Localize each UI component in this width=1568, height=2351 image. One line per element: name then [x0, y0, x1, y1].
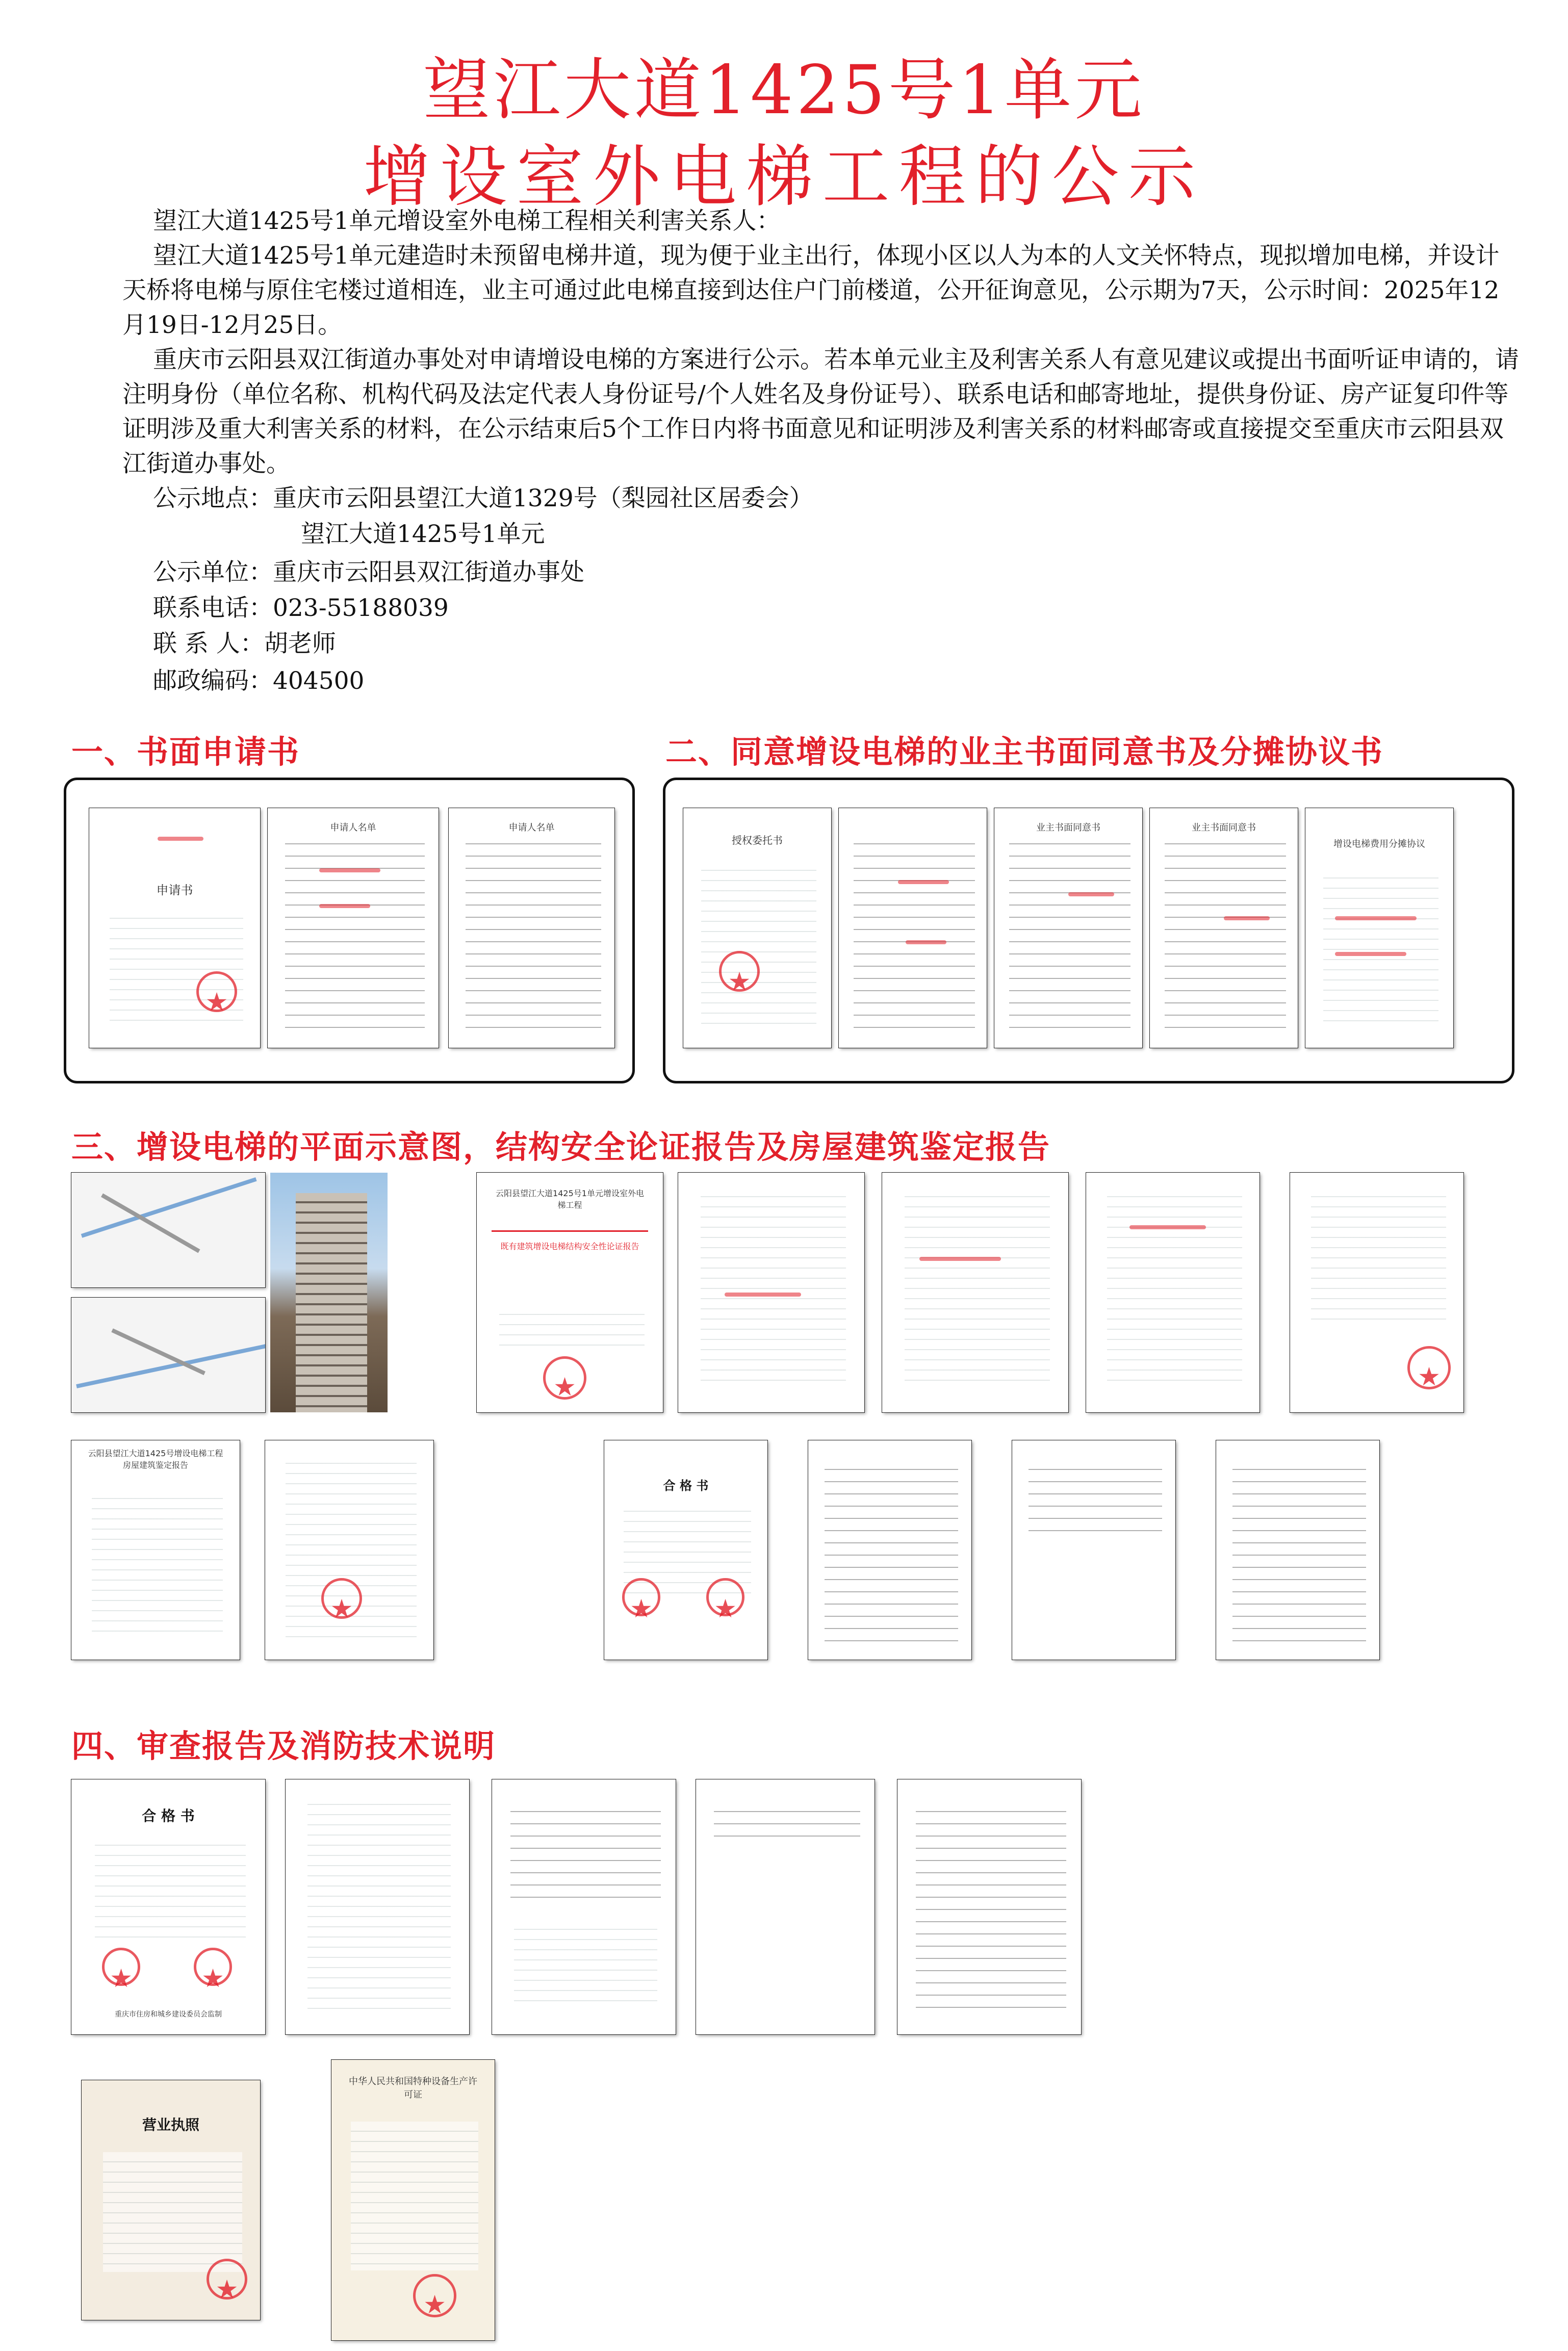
permit-title: 中华人民共和国特种设备生产许可证	[349, 2076, 477, 2100]
unit-label: 公示单位：	[153, 558, 273, 586]
postcode-label: 邮政编码：	[153, 667, 273, 695]
applicant-list-thumb	[268, 808, 439, 1048]
qualification-cert-thumb	[604, 1440, 767, 1660]
report-page-thumb	[678, 1173, 864, 1412]
cert-issuer: 重庆市住房和城乡建设委员会监制	[115, 2010, 222, 2019]
page-title-line2: 增设室外电梯工程的公示	[363, 138, 1205, 216]
license-title: 营业执照	[142, 2116, 199, 2133]
phone-value: 023-55188039	[273, 594, 449, 622]
section-3-title: 三、增设电梯的平面示意图，结构安全论证报告及房屋建筑鉴定报告	[71, 1128, 1051, 1166]
unit-value: 重庆市云阳县双江街道办事处	[273, 558, 584, 586]
review-blank-thumb	[696, 1779, 875, 2034]
production-permit-thumb	[331, 2060, 495, 2340]
location-value-2: 望江大道1425号1单元	[301, 520, 545, 548]
red-seal-icon	[622, 1578, 660, 1616]
cert-title: 合 格 书	[663, 1478, 709, 1493]
report-subtitle: 既有建筑增设电梯结构安全性论证报告	[500, 1241, 639, 1251]
section-4-title: 四、审查报告及消防技术说明	[71, 1727, 496, 1765]
section-1-title: 一、书面申请书	[71, 733, 300, 770]
review-table-thumb-2	[1012, 1440, 1175, 1660]
cost-agreement-title: 增设电梯费用分摊协议	[1333, 839, 1425, 850]
authorization-doc-thumb	[683, 808, 831, 1048]
red-seal-icon	[719, 951, 760, 992]
location-label: 公示地点：	[153, 484, 273, 512]
appraisal-report-title: 云阳县望江大道1425号增设电梯工程房屋建筑鉴定报告	[88, 1448, 223, 1470]
owner-consent-title-2: 业主书面同意书	[1192, 822, 1256, 833]
owner-consent-thumb	[994, 808, 1142, 1048]
consent-list-thumb	[839, 808, 987, 1048]
review-table-thumb-3	[1216, 1440, 1379, 1660]
phone-label: 联系电话：	[153, 594, 273, 622]
section-2-title: 二、同意增设电梯的业主书面同意书及分摊协议书	[665, 733, 1384, 770]
location-value-1: 重庆市云阳县望江大道1329号（梨园社区居委会）	[273, 484, 813, 512]
building-photo	[270, 1173, 388, 1412]
review-table-thumb-4	[897, 1779, 1081, 2034]
cost-agreement-thumb	[1305, 808, 1453, 1048]
section-2-frame	[663, 778, 1514, 1083]
red-seal-icon	[207, 2259, 247, 2300]
review-cert-title: 合 格 书	[142, 1807, 195, 1824]
page-title-line1: 望江大道1425号1单元	[423, 51, 1145, 130]
report-page-thumb-2	[882, 1173, 1068, 1412]
red-seal-icon	[102, 1948, 140, 1986]
appraisal-report-thumb	[71, 1440, 240, 1660]
application-doc-thumb	[89, 808, 260, 1048]
info-postcode	[153, 662, 364, 696]
business-license-thumb	[82, 2080, 260, 2320]
appraisal-page-thumb	[265, 1440, 433, 1660]
notice-salutation: 望江大道1425号1单元增设室外电梯工程相关利害关系人：	[153, 207, 781, 235]
red-seal-icon	[194, 1948, 232, 1986]
contact-value: 胡老师	[264, 630, 336, 658]
report-page-thumb-3	[1086, 1173, 1259, 1412]
red-seal-icon	[321, 1578, 362, 1619]
notice-paragraph-2: 重庆市云阳县双江街道办事处对申请增设电梯的方案进行公示。若本单元业主及利害关系人有意见建议或提出书面听证申请的，请注明身份（单位名称、机构代码及法定代表人身份证号/个人姓名及身份证号）、联系电话和邮寄地址，提供身份证、房产证复印件等证明涉及重大利害关系的材料，在公示结束后5个工作日内将书面意见和证明涉及利害关系的材料邮寄或直接提交至重庆市云阳县双江街道办事处。	[122, 346, 1519, 478]
review-cert-thumb	[71, 1779, 265, 2034]
info-unit	[153, 553, 584, 587]
report-page-thumb-4	[1290, 1173, 1463, 1412]
site-plan-thumb	[71, 1173, 265, 1287]
report-title: 云阳县望江大道1425号1单元增设室外电梯工程	[496, 1189, 644, 1210]
owner-consent-title: 业主书面同意书	[1036, 822, 1100, 833]
red-seal-icon	[1407, 1346, 1451, 1389]
red-seal-icon	[196, 971, 237, 1012]
site-plan-thumb-2	[71, 1298, 265, 1412]
applicant-list-title: 申请人名单	[330, 822, 376, 833]
notice-body	[122, 204, 1520, 481]
review-text-thumb	[286, 1779, 469, 2034]
info-phone	[153, 589, 449, 623]
review-table-thumb	[808, 1440, 971, 1660]
applicant-list-title-2: 申请人名单	[508, 822, 555, 833]
review-form-thumb	[492, 1779, 676, 2034]
red-seal-icon	[413, 2274, 456, 2317]
authorization-doc-title: 授权委托书	[732, 834, 783, 846]
info-location	[153, 479, 813, 513]
structural-report-cover-thumb	[477, 1173, 663, 1412]
application-doc-title: 申请书	[156, 883, 193, 897]
postcode-value: 404500	[273, 667, 365, 695]
red-seal-icon	[706, 1578, 744, 1616]
owner-consent-thumb-2	[1150, 808, 1298, 1048]
section-1-frame	[64, 778, 635, 1083]
info-contact	[153, 625, 336, 659]
applicant-list-thumb-2	[449, 808, 614, 1048]
notice-paragraph-1: 望江大道1425号1单元建造时未预留电梯井道，现为便于业主出行，体现小区以人为本的人文关怀特点，现拟增加电梯，并设计天桥将电梯与原住宅楼过道相连，业主可通过此电梯直接到达住户门前楼道，公开征询意见，公示期为7天，公示时间：2025年12月19日-12月25日。	[122, 242, 1500, 339]
red-seal-icon	[543, 1356, 586, 1400]
contact-label: 联 系 人：	[153, 630, 264, 658]
